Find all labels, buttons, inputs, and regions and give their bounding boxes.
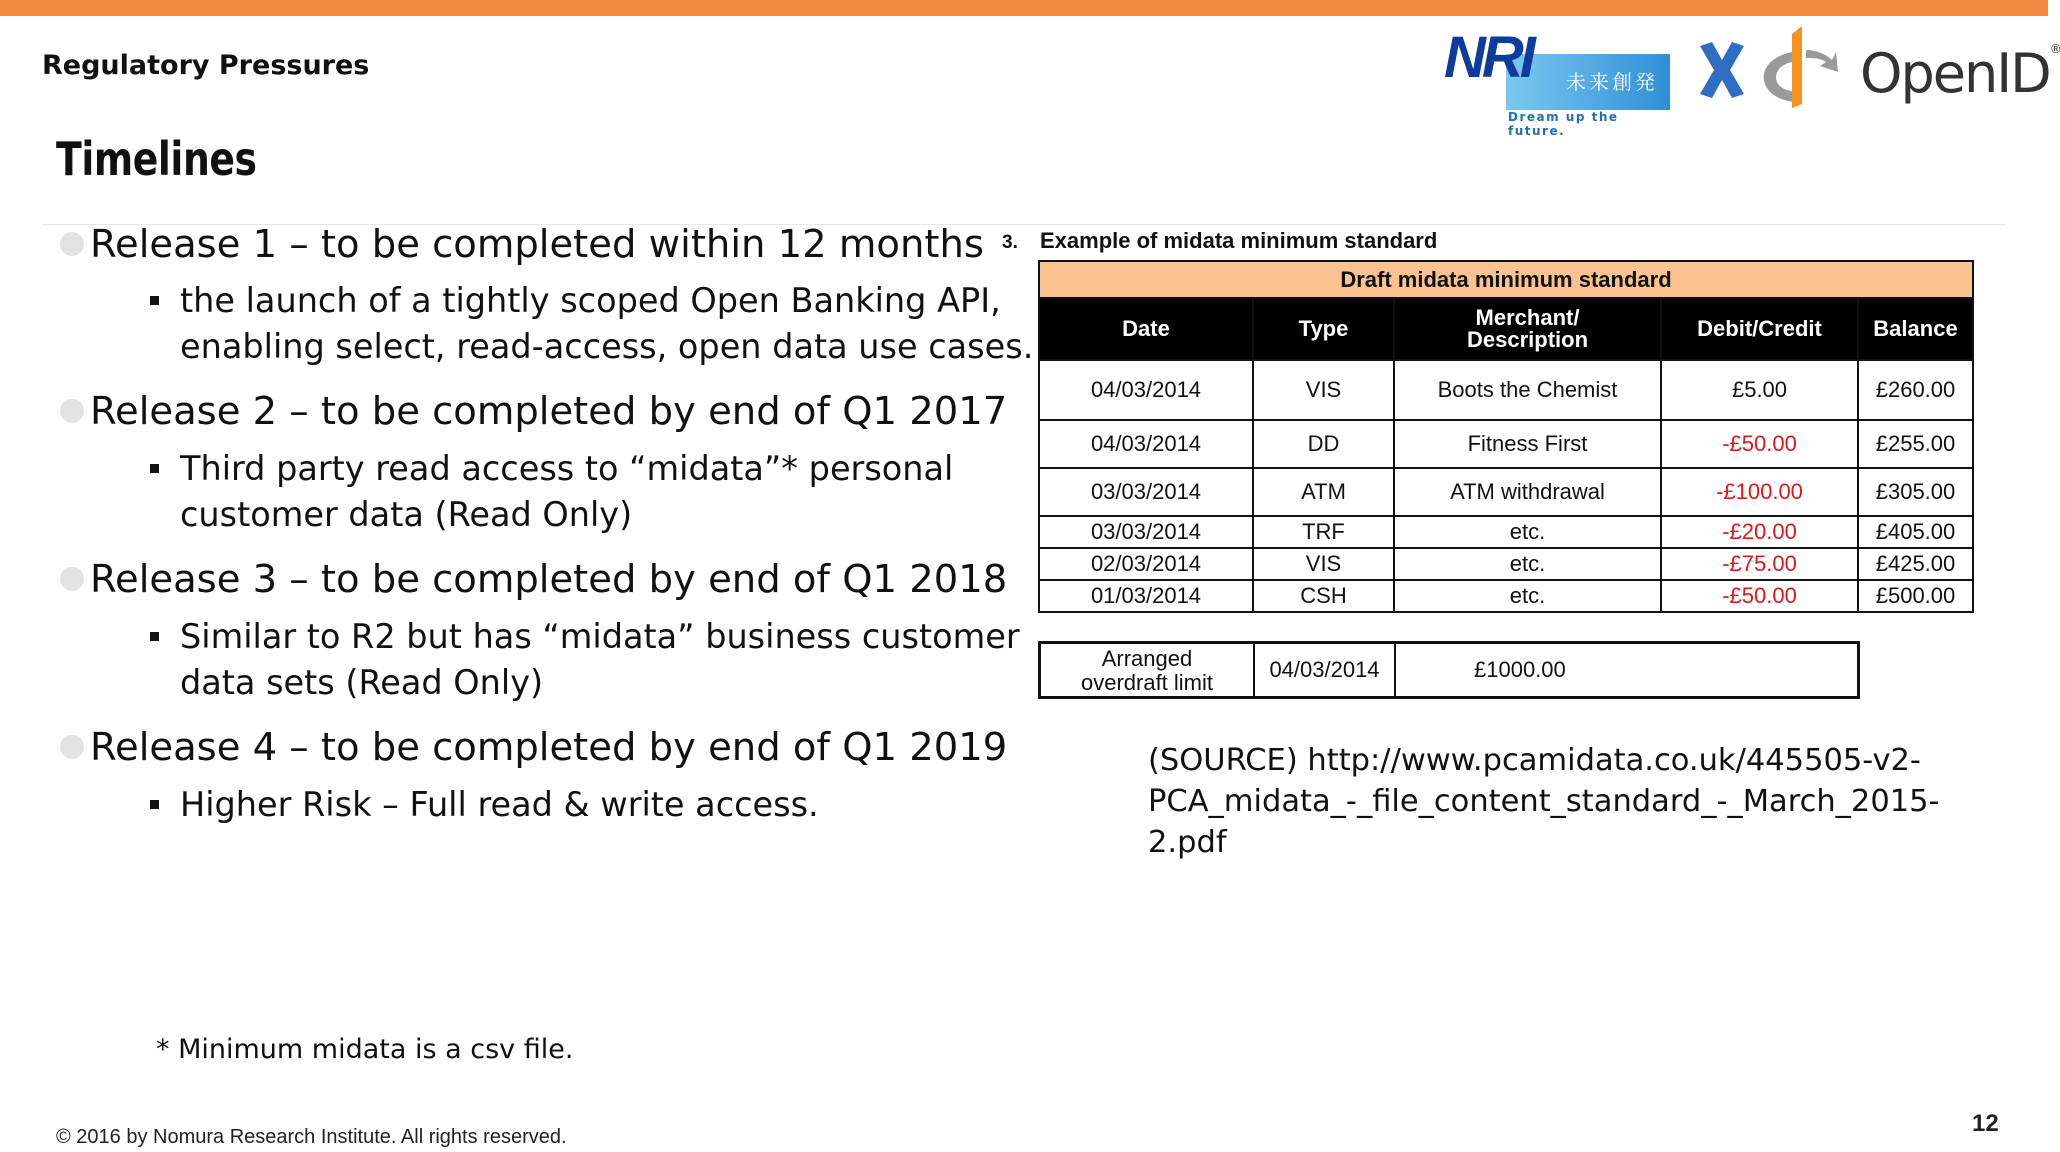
table-cell: Fitness First: [1394, 420, 1661, 468]
example-number: 3.: [1002, 232, 1018, 253]
square-bullet-icon: [150, 464, 159, 473]
table-cell: -£50.00: [1661, 580, 1858, 612]
table-row: [1039, 360, 1973, 420]
table-cell: £425.00: [1858, 548, 1973, 580]
example-heading: [1002, 228, 1437, 254]
release-3-detail-line-1: Similar to R2 but has “midata” business customer: [180, 617, 1020, 656]
table-cell: etc.: [1394, 580, 1661, 612]
table-cell: DD: [1253, 420, 1394, 468]
square-bullet-icon: [150, 296, 159, 305]
column-header: Type: [1253, 298, 1394, 360]
column-header: Date: [1039, 298, 1253, 360]
table-cell: -£100.00: [1661, 468, 1858, 516]
bullet-dot-icon: [60, 232, 84, 256]
table-cell: TRF: [1253, 516, 1394, 548]
column-header: Debit/Credit: [1661, 298, 1858, 360]
table-cell: 03/03/2014: [1039, 468, 1253, 516]
table-cell: £500.00: [1858, 580, 1973, 612]
overdraft-label-line-2: overdraft limit: [1080, 670, 1214, 695]
table-cell: -£50.00: [1661, 420, 1858, 468]
nri-logo: [1444, 25, 1670, 138]
release-1-detail-line-2: enabling select, read-access, open data use cases.: [180, 327, 1034, 366]
table-cell: 04/03/2014: [1039, 360, 1253, 420]
table-cell: £260.00: [1858, 360, 1973, 420]
column-header: Balance: [1858, 298, 1973, 360]
table-cell: -£75.00: [1661, 548, 1858, 580]
table-cell: 03/03/2014: [1039, 516, 1253, 548]
page-title: Timelines: [56, 132, 257, 186]
section-label: Regulatory Pressures: [42, 50, 370, 81]
cross-icon: [1694, 38, 1750, 102]
nri-kanji: 未来創発: [1566, 70, 1658, 94]
table-row: [1039, 420, 1973, 468]
table-cell: Boots the Chemist: [1394, 360, 1661, 420]
table-cell: ATM withdrawal: [1394, 468, 1661, 516]
release-4-detail-line-1: Higher Risk – Full read & write access.: [180, 785, 819, 824]
page-number: 12: [1972, 1110, 1999, 1137]
overdraft-amount: £1000.00: [1474, 657, 1566, 682]
column-header-line: Merchant/: [1475, 305, 1580, 330]
square-bullet-icon: [150, 632, 159, 641]
table-cell: £405.00: [1858, 516, 1973, 548]
table-row: [1039, 580, 1973, 612]
table-cell: £255.00: [1858, 420, 1973, 468]
table-row: [1039, 548, 1973, 580]
release-4-title: Release 4 – to be completed by end of Q1 2019: [90, 725, 1008, 770]
openid-wordmark: OpenID®: [1860, 42, 2060, 105]
column-header-line: Description: [1466, 327, 1589, 352]
table-cell: £5.00: [1661, 360, 1858, 420]
release-2-detail-line-2: customer data (Read Only): [180, 495, 633, 534]
overdraft-label-line-1: Arranged: [1101, 646, 1193, 671]
source-line-1: (SOURCE) http://www.pcamidata.co.uk/445505-v2-: [1148, 743, 1921, 778]
table-cell: £305.00: [1858, 468, 1973, 516]
overdraft-date: 04/03/2014: [1255, 644, 1396, 696]
table-cell: 02/03/2014: [1039, 548, 1253, 580]
table-cell: VIS: [1253, 360, 1394, 420]
bullet-dot-icon: [60, 567, 84, 591]
release-1-title: Release 1 – to be completed within 12 months: [90, 222, 984, 267]
source-line-2: PCA_midata_-_file_content_standard_-_March_2015-: [1148, 784, 1940, 819]
square-bullet-icon: [150, 800, 159, 809]
table-cell: CSH: [1253, 580, 1394, 612]
column-header: [1394, 298, 1661, 360]
source-line-3: 2.pdf: [1148, 825, 1227, 860]
copyright: © 2016 by Nomura Research Institute. All rights reserved.: [56, 1126, 567, 1148]
openid-logo: [1756, 20, 2060, 110]
source-citation: [1148, 740, 1988, 863]
bullet-dot-icon: [60, 399, 84, 423]
top-accent-bar: [0, 0, 2048, 16]
overdraft-label: [1041, 644, 1255, 696]
release-3-detail-line-2: data sets (Read Only): [180, 663, 544, 702]
table-cell: VIS: [1253, 548, 1394, 580]
bullet-dot-icon: [60, 735, 84, 759]
table-cell: ATM: [1253, 468, 1394, 516]
release-2-detail-line-1: Third party read access to “midata”* personal: [180, 449, 954, 488]
nri-tagline: Dream up the future.: [1508, 110, 1619, 138]
nri-letters: NRI: [1444, 25, 1532, 90]
midata-table: [1038, 260, 1974, 613]
example-heading-text: Example of midata minimum standard: [1040, 228, 1438, 253]
release-2-title: Release 2 – to be completed by end of Q1 2017: [90, 389, 1008, 434]
table-cell: 04/03/2014: [1039, 420, 1253, 468]
table-cell: etc.: [1394, 516, 1661, 548]
footnote: * Minimum midata is a csv file.: [156, 1034, 574, 1065]
table-cell: 01/03/2014: [1039, 580, 1253, 612]
release-3-title: Release 3 – to be completed by end of Q1 2018: [90, 557, 1008, 602]
table-cell: -£20.00: [1661, 516, 1858, 548]
table-header-row: [1039, 298, 1973, 360]
table-caption: Draft midata minimum standard: [1039, 261, 1973, 298]
overdraft-box: [1038, 641, 1860, 699]
release-1-detail-line-1: the launch of a tightly scoped Open Banking API,: [180, 281, 1001, 320]
table-row: [1039, 516, 1973, 548]
table-cell: etc.: [1394, 548, 1661, 580]
table-row: [1039, 468, 1973, 516]
openid-mark-icon: [1756, 20, 1838, 110]
